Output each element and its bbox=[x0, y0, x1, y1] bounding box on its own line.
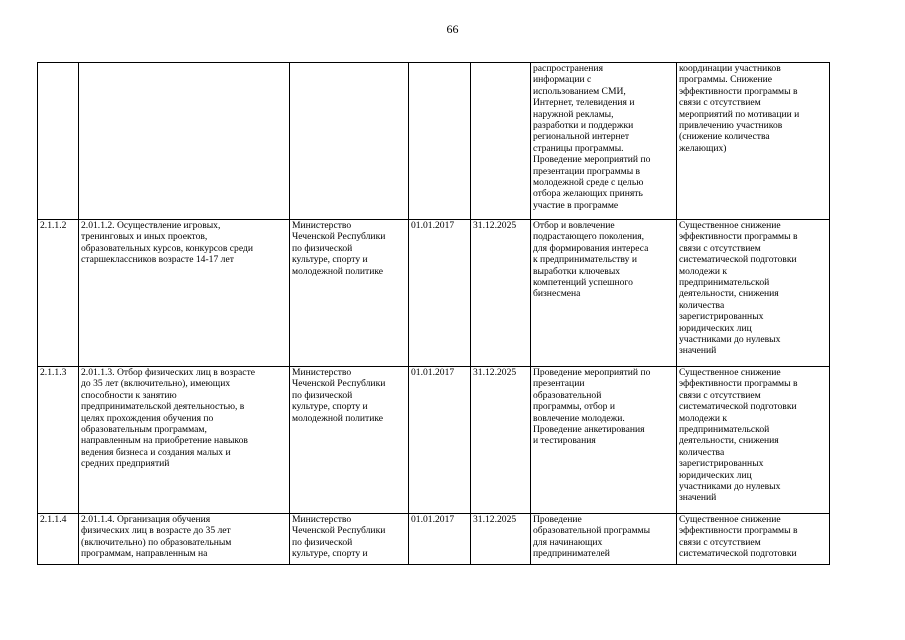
row-number-cell: 2.1.1.3 bbox=[38, 367, 79, 514]
activity-name-cell bbox=[79, 63, 290, 220]
table-row bbox=[38, 514, 830, 565]
executor-cell bbox=[290, 63, 409, 220]
page-number: 66 bbox=[446, 22, 459, 36]
end-date-cell bbox=[471, 63, 531, 220]
consequences-cell: Существенное снижение эффективности программы в связи с отсутствием систематической подготовки молодежи к предпринимательской деятельности, снижения количества зарегистрированных юридических лиц участниками до нулевых значений bbox=[677, 220, 830, 367]
start-date-cell: 01.01.2017 bbox=[409, 220, 471, 367]
row-number-cell: 2.1.1.2 bbox=[38, 220, 79, 367]
start-date-cell: 01.01.2017 bbox=[409, 367, 471, 514]
start-date-cell: 01.01.2017 bbox=[409, 514, 471, 565]
end-date-cell: 31.12.2025 bbox=[471, 367, 531, 514]
executor-cell: Министерство Чеченской Республики по физической культуре, спорту и молодежной политике bbox=[290, 367, 409, 514]
end-date-cell: 31.12.2025 bbox=[471, 220, 531, 367]
row-number-cell bbox=[38, 63, 79, 220]
activity-name-cell: 2.01.1.2. Осуществление игровых, тренинговых и иных проектов, образовательных курсов, конкурсов среди старшеклассников возрасте 14-17 лет bbox=[79, 220, 290, 367]
table-row bbox=[38, 367, 830, 514]
end-date-cell: 31.12.2025 bbox=[471, 514, 531, 565]
expected-result-cell: Отбор и вовлечение подрастающего поколения, для формирования интереса к предпринимательству и выработки ключевых компетенций успешного бизнесмена bbox=[531, 220, 677, 367]
row-number-cell: 2.1.1.4 bbox=[38, 514, 79, 565]
table-row bbox=[38, 63, 830, 220]
start-date-cell bbox=[409, 63, 471, 220]
expected-result-cell: Проведение образовательной программы для начинающих предпринимателей bbox=[531, 514, 677, 565]
consequences-cell: координации участников программы. Снижение эффективности программы в связи с отсутствием мероприятий по мотивации и привлечению участников (снижение количества желающих) bbox=[677, 63, 830, 220]
activity-name-cell: 2.01.1.4. Организация обучения физических лиц в возрасте до 35 лет (включительно) по образовательным программам, направленным на bbox=[79, 514, 290, 565]
activity-name-cell: 2.01.1.3. Отбор физических лиц в возрасте до 35 лет (включительно), имеющих способности к занятию предпринимательской деятельностью, в целях прохождения обучения по образовательным программам, направленным на приобретение навыков ведения бизнеса и создания малых и средних предприятий bbox=[79, 367, 290, 514]
consequences-cell: Существенное снижение эффективности программы в связи с отсутствием систематической подготовки bbox=[677, 514, 830, 565]
program-activities-table bbox=[37, 62, 830, 565]
executor-cell: Министерство Чеченской Республики по физической культуре, спорту и bbox=[290, 514, 409, 565]
consequences-cell: Существенное снижение эффективности программы в связи с отсутствием систематической подготовки молодежи к предпринимательской деятельности, снижения количества зарегистрированных юридических лиц участниками до нулевых значений bbox=[677, 367, 830, 514]
table-row bbox=[38, 220, 830, 367]
executor-cell: Министерство Чеченской Республики по физической культуре, спорту и молодежной политике bbox=[290, 220, 409, 367]
expected-result-cell: распространения информации с использованием СМИ, Интернет, телевидения и наружной рекламы, разработки и поддержки региональной интернет страницы программы. Проведение мероприятий по презентации программы в молодежной среде с целью отбора желающих принять участие в программе bbox=[531, 63, 677, 220]
expected-result-cell: Проведение мероприятий по презентации образовательной программы, отбор и вовлечение молодежи. Проведение анкетирования и тестирования bbox=[531, 367, 677, 514]
